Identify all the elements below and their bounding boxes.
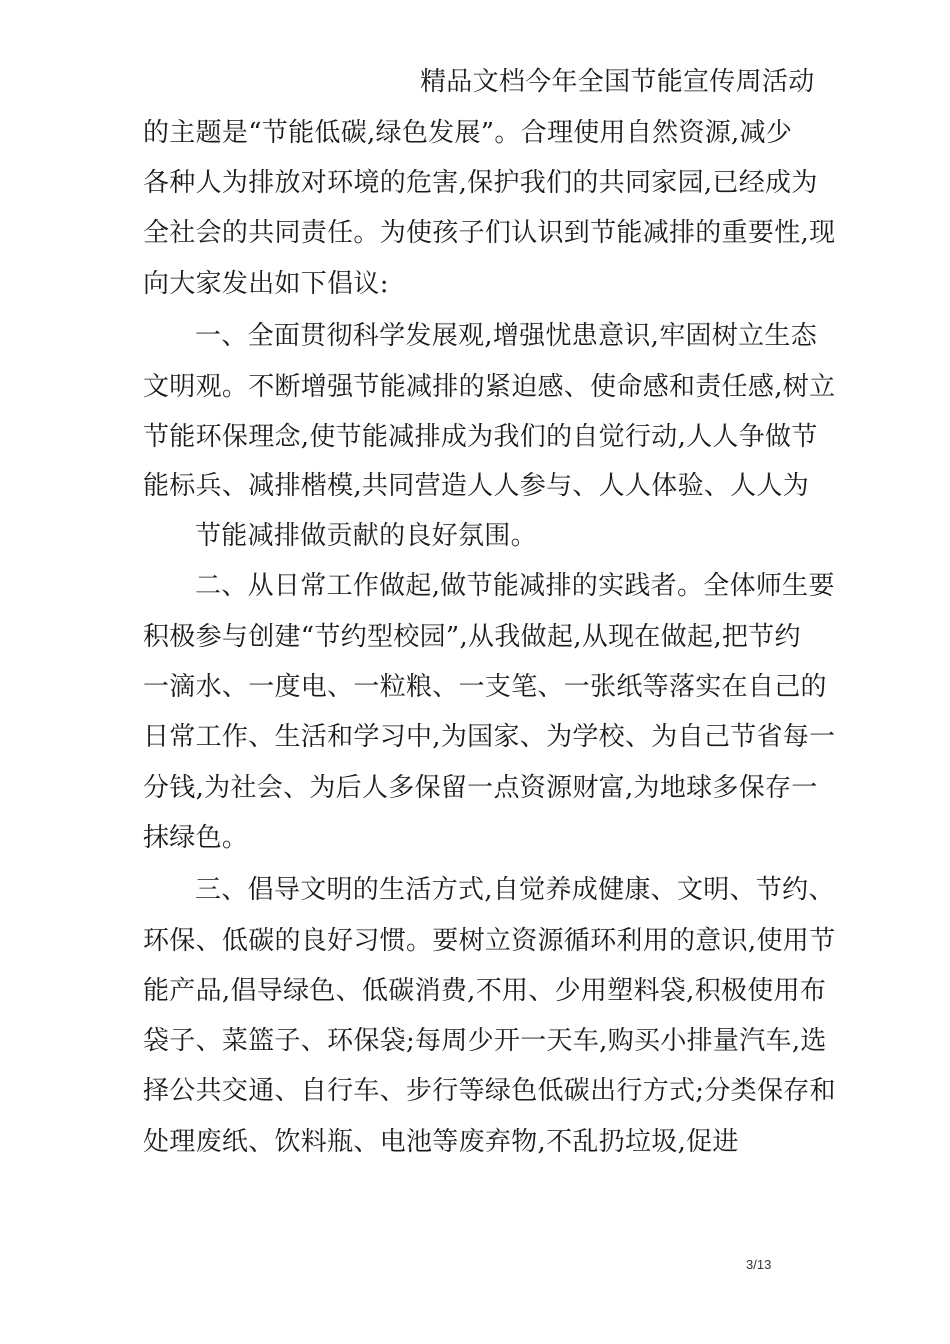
text-line: 的主题是“节能低碳,绿色发展”。合理使用自然资源,减少 <box>143 118 793 148</box>
text-line: 抹绿色。 <box>143 823 249 853</box>
text-line: 袋子、菜篮子、环保袋;每周少开一天车,购买小排量汽车,选 <box>143 1026 827 1056</box>
text-line: 一滴水、一度电、一粒粮、一支笔、一张纸等落实在自己的 <box>143 672 827 702</box>
text-line: 全社会的共同责任。为使孩子们认识到节能减排的重要性,现 <box>143 218 836 248</box>
text-line: 能产品,倡导绿色、低碳消费,不用、少用塑料袋,积极使用布 <box>143 976 827 1006</box>
text-line: 文明观。不断增强节能减排的紧迫感、使命感和责任感,树立 <box>143 372 836 402</box>
text-line: 三、倡导文明的生活方式,自觉养成健康、文明、节约、 <box>195 875 835 905</box>
text-line: 日常工作、生活和学习中,为国家、为学校、为自己节省每一 <box>143 722 836 752</box>
text-line: 二、从日常工作做起,做节能减排的实践者。全体师生要 <box>195 571 835 601</box>
text-line: 一、全面贯彻科学发展观,增强忧患意识,牢固树立生态 <box>195 321 818 351</box>
text-line: 积极参与创建“节约型校园”,从我做起,从现在做起,把节约 <box>143 622 801 652</box>
text-line: 节能环保理念,使节能减排成为我们的自觉行动,人人争做节 <box>143 422 818 452</box>
text-line: 能标兵、减排楷模,共同营造人人参与、人人体验、人人为 <box>143 471 810 501</box>
page-number: 3/13 <box>746 1257 772 1272</box>
text-line: 环保、低碳的良好习惯。要树立资源循环利用的意识,使用节 <box>143 926 836 956</box>
text-line: 处理废纸、饮料瓶、电池等废弃物,不乱扔垃圾,促进 <box>143 1127 739 1157</box>
text-line: 精品文档今年全国节能宣传周活动 <box>420 67 815 97</box>
text-line: 节能减排做贡献的良好氛围。 <box>195 521 537 551</box>
text-line: 分钱,为社会、为后人多保留一点资源财富,为地球多保存一 <box>143 773 818 803</box>
text-line: 择公共交通、自行车、步行等绿色低碳出行方式;分类保存和 <box>143 1076 836 1106</box>
text-line: 向大家发出如下倡议: <box>143 269 389 299</box>
text-line: 各种人为排放对环境的危害,保护我们的共同家园,已经成为 <box>143 168 818 198</box>
